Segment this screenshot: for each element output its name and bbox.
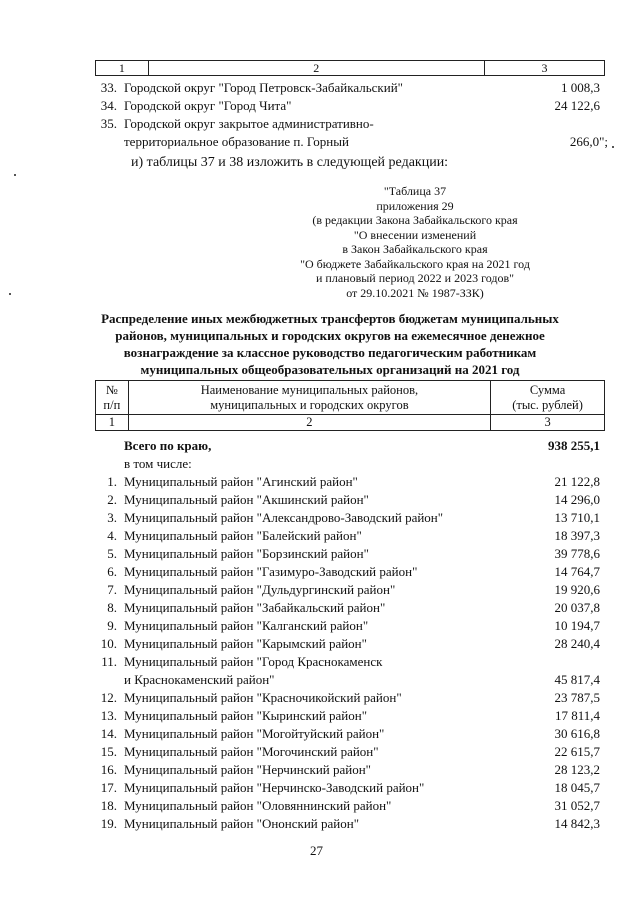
header-num: № п/п	[96, 381, 129, 415]
row-name: и Краснокаменский район"	[124, 672, 275, 687]
table-row	[0, 761, 640, 779]
top-col-2: 2	[148, 61, 484, 76]
page-number: 27	[310, 843, 323, 858]
table-row	[0, 617, 640, 635]
row-name: Муниципальный район "Александрово-Заводский район"	[124, 510, 444, 525]
row-name: Муниципальный район "Акшинский район"	[124, 492, 369, 507]
header-name: Наименование муниципальных районов, муниципальных и городских округов	[128, 381, 490, 415]
row-amount: 28 123,2	[554, 762, 600, 777]
row-number: 5.	[107, 546, 117, 561]
row-number: 17.	[100, 780, 117, 795]
row-name: Муниципальный район "Газимуро-Заводский район"	[124, 564, 418, 579]
row-number: 33.	[100, 80, 117, 95]
document-title: Распределение иных межбюджетных трансфертов бюджетам муниципальных районов, муниципальных и городских округов на ежемесячное денежное вознаграждение за классное руководство педагогическим работникам муниципальных общеобразовательных организаций на 2021 год	[101, 311, 559, 377]
row-number: 14.	[100, 726, 117, 741]
row-amount: 14 764,7	[554, 564, 600, 579]
row-number: 2.	[107, 492, 117, 507]
row-amount: 31 052,7	[554, 798, 600, 813]
scan-speck	[9, 293, 11, 295]
row-number: 12.	[100, 690, 117, 705]
table-row	[0, 581, 640, 599]
row-number: 1.	[107, 474, 117, 489]
row-amount: 18 045,7	[554, 780, 600, 795]
table-row	[0, 545, 640, 563]
row-number: 6.	[107, 564, 117, 579]
total-sub-row	[0, 455, 640, 473]
table-row	[0, 509, 640, 527]
top-col-1: 1	[96, 61, 149, 76]
table-row	[0, 707, 640, 725]
row-amount: 266,0";	[569, 134, 608, 149]
table-row	[0, 653, 640, 671]
row-amount: 21 122,8	[554, 474, 600, 489]
row-amount: 24 122,6	[554, 98, 600, 113]
row-name: Городской округ "Город Петровск-Забайкальский"	[124, 80, 403, 95]
row-name: Муниципальный район "Нерчинский район"	[124, 762, 371, 777]
row-amount: 30 616,8	[554, 726, 600, 741]
row-number: 13.	[100, 708, 117, 723]
row-number: 4.	[107, 528, 117, 543]
instruction-text: и) таблицы 37 и 38 изложить в следующей редакции:	[131, 155, 449, 170]
row-amount: 39 778,6	[554, 546, 600, 561]
index-3: 3	[491, 415, 605, 431]
table-row	[0, 563, 640, 581]
row-name: Муниципальный район "Борзинский район"	[124, 546, 369, 561]
top-row-35-cont	[0, 133, 640, 151]
row-amount: 14 296,0	[554, 492, 600, 507]
row-amount: 20 037,8	[554, 600, 600, 615]
top-row-35	[0, 115, 640, 133]
row-amount: 18 397,3	[554, 528, 600, 543]
row-name: Муниципальный район "Дульдургинский район"	[124, 582, 396, 597]
top-table-header	[95, 60, 605, 76]
row-name: Муниципальный район "Оловяннинский район"	[124, 798, 392, 813]
table-caption: "Таблица 37 приложения 29 (в редакции Закона Забайкальского края "О внесении изменений в Закон Забайкальского края "О бюджете Забайкальского края на 2021 год и плановый период 2022 и 2023 годов" от 29.10.2021 № 1987-ЗЗК)	[300, 184, 530, 300]
row-name: в том числе:	[124, 456, 192, 471]
row-name: Всего по краю,	[124, 438, 212, 453]
total-row	[0, 437, 640, 455]
row-name: Муниципальный район "Ононский район"	[124, 816, 360, 831]
table-row-cont	[0, 671, 640, 689]
row-name: Муниципальный район "Красночикойский район"	[124, 690, 402, 705]
row-name: Муниципальный район "Карымский район"	[124, 636, 367, 651]
row-name: Муниципальный район "Калганский район"	[124, 618, 369, 633]
table-row	[0, 779, 640, 797]
top-row-33	[0, 79, 640, 97]
row-name: Муниципальный район "Город Краснокаменск	[124, 654, 383, 669]
table-row	[0, 599, 640, 617]
row-number: 16.	[100, 762, 117, 777]
row-name: Муниципальный район "Могочинский район"	[124, 744, 379, 759]
row-name: территориальное образование п. Горный	[124, 134, 349, 149]
index-2: 2	[128, 415, 490, 431]
row-number: 35.	[100, 116, 117, 131]
top-row-34	[0, 97, 640, 115]
table-row	[0, 797, 640, 815]
row-amount: 23 787,5	[554, 690, 600, 705]
row-number: 19.	[100, 816, 117, 831]
scan-speck	[612, 146, 614, 148]
index-1: 1	[96, 415, 129, 431]
main-table-header	[95, 380, 605, 431]
row-number: 7.	[107, 582, 117, 597]
row-number: 15.	[100, 744, 117, 759]
row-number: 11.	[101, 654, 117, 669]
table-row	[0, 815, 640, 833]
row-amount: 938 255,1	[548, 438, 600, 453]
row-number: 34.	[100, 98, 117, 113]
row-number: 8.	[107, 600, 117, 615]
row-name: Муниципальный район "Балейский район"	[124, 528, 362, 543]
table-row	[0, 527, 640, 545]
row-name: Муниципальный район "Нерчинско-Заводский район"	[124, 780, 425, 795]
row-name: Городской округ закрытое административно-	[124, 116, 374, 131]
row-number: 10.	[100, 636, 117, 651]
table-row	[0, 743, 640, 761]
row-number: 3.	[107, 510, 117, 525]
row-amount: 14 842,3	[554, 816, 600, 831]
row-amount: 17 811,4	[554, 708, 600, 723]
row-name: Муниципальный район "Кыринский район"	[124, 708, 368, 723]
table-row	[0, 725, 640, 743]
row-name: Городской округ "Город Чита"	[124, 98, 292, 113]
row-amount: 1 008,3	[561, 80, 600, 95]
table-row	[0, 635, 640, 653]
row-number: 9.	[107, 618, 117, 633]
row-number: 18.	[100, 798, 117, 813]
row-name: Муниципальный район "Забайкальский район"	[124, 600, 386, 615]
row-amount: 22 615,7	[554, 744, 600, 759]
row-name: Муниципальный район "Могойтуйский район"	[124, 726, 385, 741]
table-row	[0, 689, 640, 707]
header-amount: Сумма (тыс. рублей)	[491, 381, 605, 415]
row-amount: 13 710,1	[554, 510, 600, 525]
table-row	[0, 473, 640, 491]
top-col-3: 3	[484, 61, 604, 76]
scan-speck	[14, 174, 16, 176]
row-amount: 19 920,6	[554, 582, 600, 597]
table-row	[0, 491, 640, 509]
row-amount: 28 240,4	[554, 636, 600, 651]
row-amount: 45 817,4	[554, 672, 600, 687]
row-amount: 10 194,7	[554, 618, 600, 633]
row-name: Муниципальный район "Агинский район"	[124, 474, 358, 489]
